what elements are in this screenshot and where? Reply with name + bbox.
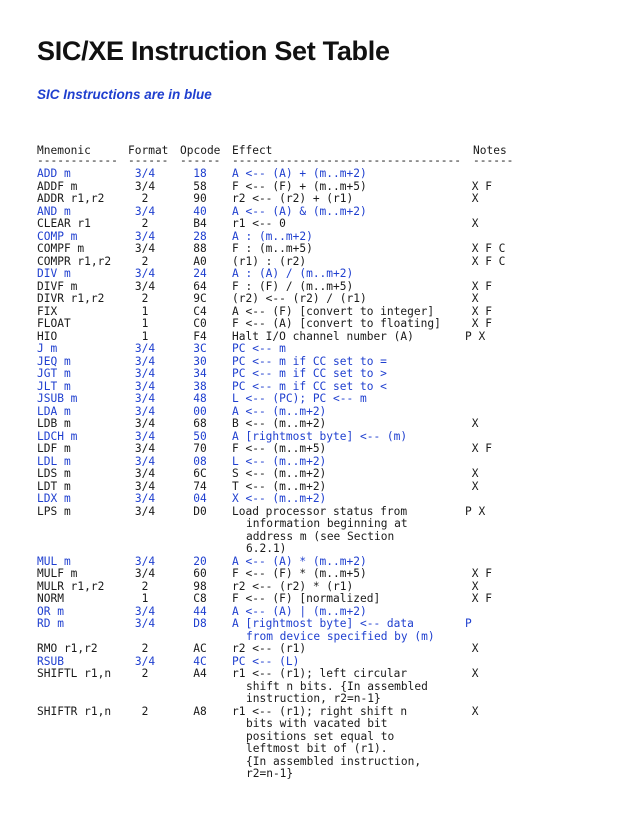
- notes-cell: X: [465, 667, 479, 680]
- effect-line: PC <-- m: [232, 342, 286, 355]
- format-cell: 2: [141, 642, 149, 655]
- opcode-cell: 90: [193, 192, 207, 205]
- table-row: [0, 218, 638, 231]
- opcode-cell: 30: [193, 354, 207, 368]
- notes-cell: X F: [465, 304, 492, 318]
- mnemonic-cell: DIVF m: [37, 279, 78, 293]
- opcode-cell: 88: [193, 242, 207, 255]
- opcode-cell: 48: [193, 392, 207, 405]
- effect-line: r2 <-- (r2) * (r1): [232, 579, 354, 593]
- effect-line: (r1) : (r2): [232, 254, 307, 268]
- notes-cell: X: [465, 579, 479, 593]
- opcode-cell: F4: [193, 329, 207, 343]
- table-row: [0, 668, 638, 706]
- opcode-cell: 98: [193, 579, 207, 593]
- effect-line: address m (see Section: [246, 529, 395, 543]
- effect-line: positions set equal to: [246, 729, 395, 743]
- mnemonic-cell: HIO: [37, 329, 58, 343]
- opcode-cell: D8: [193, 617, 207, 630]
- effect-line: PC <-- m if CC set to <: [232, 379, 387, 393]
- mnemonic-cell: DIVR r1,r2: [37, 292, 105, 305]
- format-cell: 3/4: [134, 442, 156, 455]
- table-row: [0, 706, 638, 781]
- effect-line: A [rightmost byte] <-- data: [232, 617, 414, 630]
- format-cell: 3/4: [134, 354, 156, 368]
- opcode-cell: 58: [193, 179, 207, 193]
- effect-line: r2=n-1}: [246, 767, 294, 780]
- mnemonic-cell: RMO r1,r2: [37, 642, 98, 655]
- notes-cell: X: [465, 192, 479, 205]
- effect-line: PC <-- m if CC set to =: [232, 354, 387, 368]
- mnemonic-cell: LDA m: [37, 404, 71, 418]
- effect-line: A <-- (A) + (m..m+2): [232, 167, 367, 180]
- effect-line: F <-- (F) * (m..m+5): [232, 567, 367, 580]
- format-cell: 3/4: [134, 404, 156, 418]
- effect-line: A : (A) / (m..m+2): [232, 267, 354, 280]
- mnemonic-cell: CLEAR r1: [37, 217, 91, 230]
- notes-cell: X F: [465, 442, 492, 455]
- format-cell: 1: [141, 329, 149, 343]
- format-cell: 2: [141, 667, 149, 680]
- mnemonic-cell: LDCH m: [37, 429, 78, 443]
- effect-line: {In assembled instruction,: [246, 754, 422, 768]
- table-row: [0, 618, 638, 643]
- table-row: [0, 506, 638, 556]
- effect-line: F <-- (A) [convert to floating]: [232, 317, 441, 330]
- opcode-cell: A8: [193, 704, 207, 718]
- format-cell: 3/4: [134, 342, 156, 355]
- table-row: [0, 393, 638, 406]
- notes-cell: X: [465, 704, 479, 718]
- mnemonic-cell: RSUB: [37, 654, 64, 668]
- format-cell: 1: [141, 317, 149, 330]
- effect-line: (r2) <-- (r2) / (r1): [232, 292, 367, 305]
- notes-cell: X F: [465, 279, 492, 293]
- notes-cell: X F C: [465, 242, 506, 255]
- opcode-cell: 34: [193, 367, 207, 380]
- instruction-table: [0, 168, 638, 781]
- mnemonic-cell: JSUB m: [37, 392, 78, 405]
- table-row: [0, 268, 638, 281]
- notes-cell: P: [465, 617, 472, 630]
- mnemonic-cell: RD m: [37, 617, 64, 630]
- notes-cell: P X: [465, 329, 486, 343]
- opcode-cell: 20: [193, 554, 207, 568]
- mnemonic-cell: DIV m: [37, 267, 71, 280]
- effect-line: F : (F) / (m..m+5): [232, 279, 354, 293]
- table-row: [0, 168, 638, 181]
- notes-cell: X F: [465, 592, 492, 605]
- effect-line: Load processor status from: [232, 504, 408, 518]
- table-row: [0, 643, 638, 656]
- format-cell: 2: [141, 217, 149, 230]
- opcode-cell: D0: [193, 504, 207, 518]
- separator-effect: ----------------------------------: [232, 154, 462, 167]
- effect-line: bits with vacated bit: [246, 717, 388, 730]
- effect-line: r2 <-- (r1): [232, 642, 307, 655]
- mnemonic-cell: LDB m: [37, 417, 71, 430]
- opcode-cell: 40: [193, 204, 207, 218]
- mnemonic-cell: LDF m: [37, 442, 71, 455]
- format-cell: 2: [141, 292, 149, 305]
- table-row: [0, 331, 638, 344]
- table-row: [0, 368, 638, 381]
- format-cell: 2: [141, 254, 149, 268]
- effect-line: L <-- (m..m+2): [232, 454, 327, 468]
- header-format: Format: [128, 144, 169, 157]
- effect-line: PC <-- m if CC set to >: [232, 367, 387, 380]
- opcode-cell: B4: [193, 217, 207, 230]
- table-row: [0, 293, 638, 306]
- opcode-cell: 74: [193, 479, 207, 493]
- subtitle-sic-legend: SIC Instructions are in blue: [37, 87, 212, 102]
- effect-line: A [rightmost byte] <-- (m): [232, 429, 408, 443]
- effect-line: F <-- (F) [normalized]: [232, 592, 381, 605]
- effect-line: instruction, r2=n-1}: [246, 692, 381, 705]
- table-row: [0, 243, 638, 256]
- separator-opcode: ------: [180, 154, 221, 167]
- effect-line: leftmost bit of (r1).: [246, 742, 388, 755]
- effect-line: A <-- (A) | (m..m+2): [232, 604, 367, 618]
- opcode-cell: 44: [193, 604, 207, 618]
- effect-line: from device specified by (m): [246, 629, 435, 643]
- table-row: [0, 418, 638, 431]
- format-cell: 3/4: [134, 242, 156, 255]
- effect-line: r1 <-- 0: [232, 217, 286, 230]
- effect-line: A : (m..m+2): [232, 229, 313, 243]
- notes-cell: X: [465, 467, 479, 480]
- format-cell: 3/4: [134, 617, 156, 630]
- separator-format: ------: [128, 154, 169, 167]
- effect-line: F <-- (F) + (m..m+5): [232, 179, 367, 193]
- mnemonic-cell: LDL m: [37, 454, 71, 468]
- mnemonic-cell: COMPF m: [37, 242, 85, 255]
- effect-line: B <-- (m..m+2): [232, 417, 327, 430]
- effect-line: X <-- (m..m+2): [232, 492, 327, 505]
- effect-line: A <-- (F) [convert to integer]: [232, 304, 435, 318]
- format-cell: 3/4: [134, 179, 156, 193]
- format-cell: 3/4: [134, 554, 156, 568]
- mnemonic-cell: MULR r1,r2: [37, 579, 105, 593]
- opcode-cell: C0: [193, 317, 207, 330]
- notes-cell: X F: [465, 567, 492, 580]
- opcode-cell: 70: [193, 442, 207, 455]
- opcode-cell: 08: [193, 454, 207, 468]
- effect-line: PC <-- (L): [232, 654, 300, 668]
- mnemonic-cell: SHIFTL r1,n: [37, 667, 112, 680]
- page-title: SIC/XE Instruction Set Table: [37, 36, 390, 66]
- format-cell: 3/4: [134, 379, 156, 393]
- mnemonic-cell: LDX m: [37, 492, 71, 505]
- format-cell: 3/4: [134, 467, 156, 480]
- format-cell: 3/4: [134, 367, 156, 380]
- table-row: [0, 343, 638, 356]
- opcode-cell: AC: [193, 642, 207, 655]
- format-cell: 3/4: [134, 279, 156, 293]
- mnemonic-cell: JGT m: [37, 367, 71, 380]
- table-row: [0, 318, 638, 331]
- mnemonic-cell: LPS m: [37, 504, 71, 518]
- opcode-cell: A0: [193, 254, 207, 268]
- mnemonic-cell: FLOAT: [37, 317, 71, 330]
- mnemonic-cell: J m: [37, 342, 58, 355]
- opcode-cell: 4C: [193, 654, 207, 668]
- mnemonic-cell: COMP m: [37, 229, 78, 243]
- opcode-cell: 24: [193, 267, 207, 280]
- table-row: [0, 193, 638, 206]
- opcode-cell: 64: [193, 279, 207, 293]
- opcode-cell: 28: [193, 229, 207, 243]
- mnemonic-cell: FIX: [37, 304, 58, 318]
- format-cell: 3/4: [134, 567, 156, 580]
- header-opcode: Opcode: [180, 144, 221, 157]
- mnemonic-cell: JLT m: [37, 379, 71, 393]
- effect-line: shift n bits. {In assembled: [246, 679, 428, 693]
- format-cell: 3/4: [134, 204, 156, 218]
- mnemonic-cell: LDT m: [37, 479, 71, 493]
- notes-cell: X: [465, 642, 479, 655]
- notes-cell: X F: [465, 179, 492, 193]
- format-cell: 2: [141, 579, 149, 593]
- table-row: [0, 443, 638, 456]
- opcode-cell: 18: [193, 167, 207, 180]
- opcode-cell: C8: [193, 592, 207, 605]
- effect-line: r1 <-- (r1); right shift n: [232, 704, 408, 718]
- effect-line: F <-- (m..m+5): [232, 442, 327, 455]
- format-cell: 3/4: [134, 604, 156, 618]
- opcode-cell: 6C: [193, 467, 207, 480]
- table-row: [0, 568, 638, 581]
- notes-cell: P X: [465, 504, 486, 518]
- format-cell: 3/4: [134, 504, 156, 518]
- table-row: [0, 468, 638, 481]
- table-row: [0, 206, 638, 219]
- effect-line: A <-- (m..m+2): [232, 404, 327, 418]
- separator-mnemonic: ------------: [37, 154, 118, 167]
- mnemonic-cell: OR m: [37, 604, 64, 618]
- format-cell: 3/4: [134, 267, 156, 280]
- opcode-cell: 9C: [193, 292, 207, 305]
- mnemonic-cell: AND m: [37, 204, 71, 218]
- mnemonic-cell: SHIFTR r1,n: [37, 704, 112, 718]
- mnemonic-cell: ADD m: [37, 167, 71, 180]
- separator-notes: ------: [473, 154, 514, 167]
- mnemonic-cell: JEQ m: [37, 354, 71, 368]
- effect-line: L <-- (PC); PC <-- m: [232, 392, 367, 405]
- effect-line: A <-- (A) & (m..m+2): [232, 204, 367, 218]
- opcode-cell: 00: [193, 404, 207, 418]
- format-cell: 3/4: [134, 492, 156, 505]
- opcode-cell: C4: [193, 304, 207, 318]
- format-cell: 1: [141, 592, 149, 605]
- table-row: [0, 493, 638, 506]
- table-row: [0, 231, 638, 244]
- notes-cell: X: [465, 292, 479, 305]
- mnemonic-cell: COMPR r1,r2: [37, 254, 112, 268]
- format-cell: 2: [141, 192, 149, 205]
- format-cell: 3/4: [134, 479, 156, 493]
- opcode-cell: 60: [193, 567, 207, 580]
- mnemonic-cell: ADDR r1,r2: [37, 192, 105, 205]
- format-cell: 3/4: [134, 229, 156, 243]
- notes-cell: X F: [465, 317, 492, 330]
- effect-line: A <-- (A) * (m..m+2): [232, 554, 367, 568]
- effect-line: F : (m..m+5): [232, 242, 313, 255]
- header-notes: Notes: [473, 144, 507, 157]
- effect-line: r1 <-- (r1); left circular: [232, 667, 408, 680]
- effect-line: information beginning at: [246, 517, 408, 530]
- notes-cell: X: [465, 217, 479, 230]
- format-cell: 1: [141, 304, 149, 318]
- effect-line: S <-- (m..m+2): [232, 467, 327, 480]
- mnemonic-cell: LDS m: [37, 467, 71, 480]
- format-cell: 2: [141, 704, 149, 718]
- format-cell: 3/4: [134, 454, 156, 468]
- effect-line: T <-- (m..m+2): [232, 479, 327, 493]
- mnemonic-cell: ADDF m: [37, 179, 78, 193]
- opcode-cell: 38: [193, 379, 207, 393]
- opcode-cell: 50: [193, 429, 207, 443]
- mnemonic-cell: MUL m: [37, 554, 71, 568]
- effect-line: r2 <-- (r2) + (r1): [232, 192, 354, 205]
- table-row: [0, 593, 638, 606]
- opcode-cell: 3C: [193, 342, 207, 355]
- notes-cell: X F C: [465, 254, 506, 268]
- header-effect: Effect: [232, 144, 273, 157]
- opcode-cell: A4: [193, 667, 207, 680]
- notes-cell: X: [465, 417, 479, 430]
- format-cell: 3/4: [134, 654, 156, 668]
- mnemonic-cell: NORM: [37, 592, 64, 605]
- format-cell: 3/4: [134, 417, 156, 430]
- format-cell: 3/4: [134, 429, 156, 443]
- mnemonic-cell: MULF m: [37, 567, 78, 580]
- format-cell: 3/4: [134, 392, 156, 405]
- opcode-cell: 04: [193, 492, 207, 505]
- header-mnemonic: Mnemonic: [37, 144, 91, 157]
- format-cell: 3/4: [134, 167, 156, 180]
- effect-line: 6.2.1): [246, 542, 287, 555]
- opcode-cell: 68: [193, 417, 207, 430]
- effect-line: Halt I/O channel number (A): [232, 329, 414, 343]
- notes-cell: X: [465, 479, 479, 493]
